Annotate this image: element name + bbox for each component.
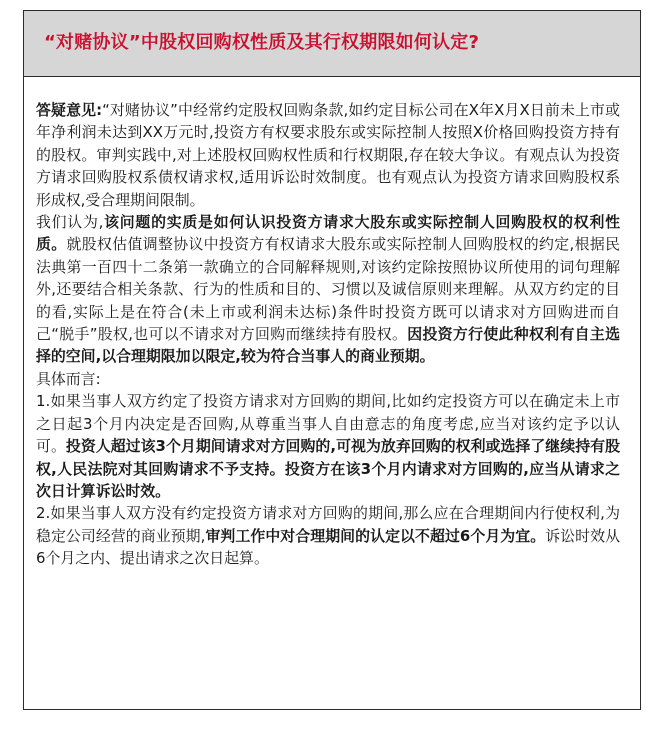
case-two-tail: 诉讼时效从6个月之内、提出请求之次日起算。 xyxy=(36,526,620,568)
case-one-paragraph xyxy=(36,390,620,502)
opinion-reasoning: 就股权估值调整协议中投资方有权请求大股东或实际控制人回购股权的约定,根据民法典第一百四十二条第一款确立的合同解释规则,对该约定除按照协议所使用的词句理解外,还要结合相关条款、行为的性质和目的、习惯以及诚信原则来理解。从双方约定的目的看,实际上是在符合(未上市或利润未达标)条件时投资方既可以请求对方回购进而自己“脱手”股权,也可以不请求对方回购而继续持有股权。 xyxy=(36,235,620,344)
opinion-conclusion: 因投资方行使此种权利有自主选择的空间,以合理期限加以限定,较为符合当事人的商业预期。 xyxy=(36,325,620,366)
card-header xyxy=(24,11,640,77)
qa-card xyxy=(23,10,641,710)
case-two-rule: 审判工作中对合理期间的认定以不超过6个月为宜。 xyxy=(205,526,546,545)
specifics-label: 具体而言: xyxy=(36,369,101,388)
card-body xyxy=(24,77,640,570)
opinion-paragraph xyxy=(36,211,620,368)
case-two-text: 2.如果当事人双方没有约定投资方请求对方回购的期间,那么应在合理期间内行使权利,为稳定公司经营的商业预期, xyxy=(36,504,620,545)
answer-label: 答疑意见: xyxy=(36,101,103,119)
card-title: “对赌协议”中股权回购权性质及其行权期限如何认定? xyxy=(44,32,480,53)
opinion-key-point: 该问题的实质是如何认识投资方请求大股东或实际控制人回购股权的权利性质。 xyxy=(36,213,620,254)
case-one-rule: 投资人超过该3个月期间请求对方回购的,可视为放弃回购的权利或选择了继续持有股权,人民法院对其回购请求不予支持。投资方在该3个月内请求对方回购的,应当从请求之次日计算诉讼时效。 xyxy=(36,437,620,500)
specifics-heading xyxy=(36,368,620,390)
answer-paragraph xyxy=(36,99,620,211)
opinion-lead: 我们认为, xyxy=(36,213,104,232)
answer-text: “对赌协议”中经常约定股权回购条款,如约定目标公司在X年X月X日前未上市或年净利润未达到XX万元时,投资方有权要求股东或实际控制人按照X价格回购投资方持有的股权。审判实践中,对上述股权回购权性质和行权期限,存在较大争议。有观点认为投资方请求回购股权系债权请求权,适用诉讼时效制度。也有观点认为投资方请求回购股权系形成权,受合理期间限制。 xyxy=(36,101,620,209)
case-one-text: 1.如果当事人双方约定了投资方请求对方回购的期间,比如约定投资方可以在确定未上市之日起3个月内决定是否回购,从尊重当事人自由意志的角度考虑,应当对该约定予以认可。 xyxy=(36,392,620,456)
case-two-paragraph xyxy=(36,502,620,569)
